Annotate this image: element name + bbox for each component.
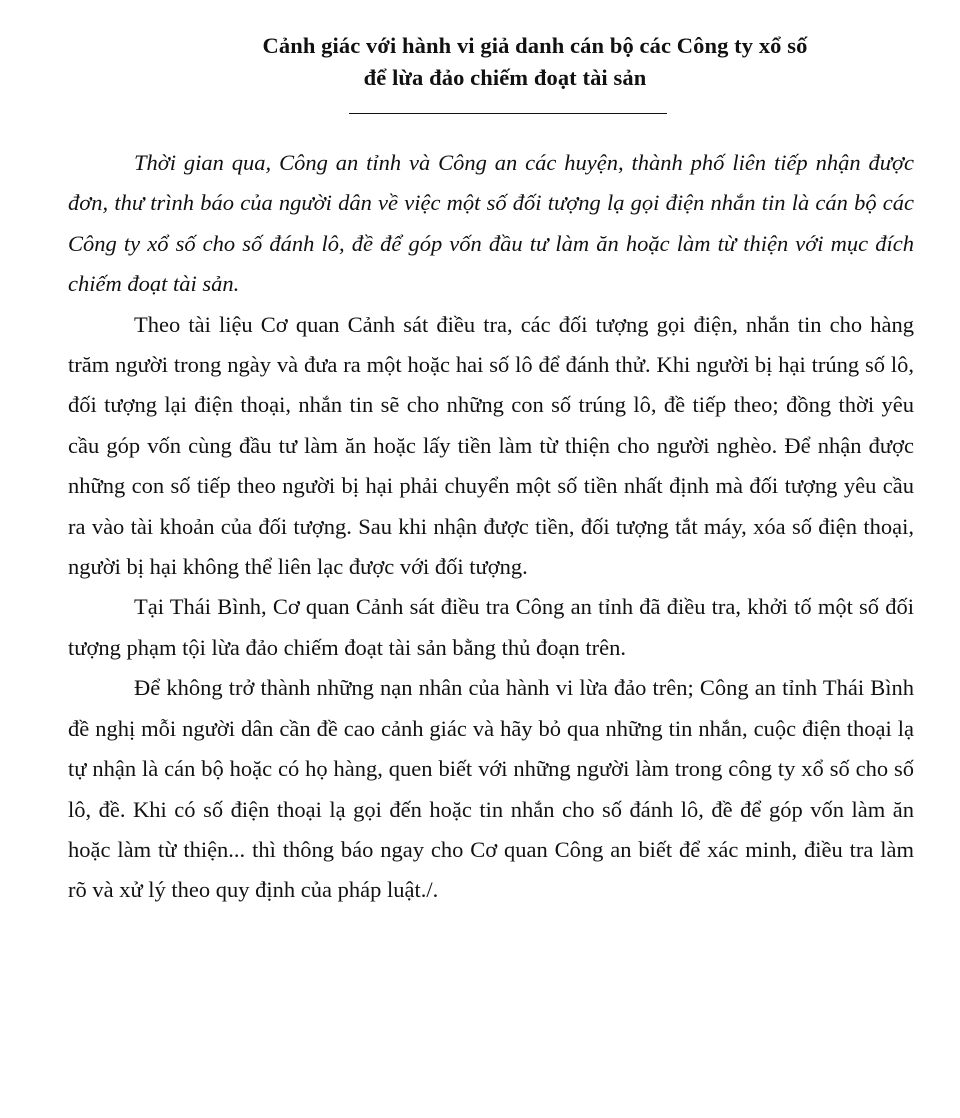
document-title: [0, 30, 960, 94]
paragraph-method: Theo tài liệu Cơ quan Cảnh sát điều tra, các đối tượng gọi điện, nhắn tin cho hàng trăm người trong ngày và đưa ra một hoặc hai số lô để đánh thử. Khi người bị hại trúng số lô, đối tượng lại điện thoại, nhắn tin sẽ cho những con số trúng lô, đề tiếp theo; đồng thời yêu cầu góp vốn cùng đầu tư làm ăn hoặc lấy tiền làm từ thiện cho người nghèo. Để nhận được những con số tiếp theo người bị hại phải chuyển một số tiền nhất định mà đối tượng yêu cầu ra vào tài khoản của đối tượng. Sau khi nhận được tiền, đối tượng tắt máy, xóa số điện thoại, người bị hại không thể liên lạc được với đối tượng.: [68, 311, 914, 580]
title-underline: [0, 101, 960, 119]
title-line-2: để lừa đảo chiếm đoạt tài sản: [363, 65, 647, 90]
title-line-1: Cảnh giác với hành vi giả danh cán bộ các Công ty xổ số: [262, 33, 808, 58]
intro-paragraph: Thời gian qua, Công an tỉnh và Công an các huyện, thành phố liên tiếp nhận được đơn, thư trình báo của người dân về việc một số đối tượng lạ gọi điện nhắn tin là cán bộ các Công ty xổ số cho số đánh lô, đề để góp vốn đầu tư làm ăn hoặc làm từ thiện với mục đích chiếm đoạt tài sản.: [68, 150, 914, 297]
paragraph-thai-binh: Tại Thái Bình, Cơ quan Cảnh sát điều tra Công an tỉnh đã điều tra, khởi tố một số đối tượng phạm tội lừa đảo chiếm đoạt tài sản bằng thủ đoạn trên.: [68, 594, 914, 660]
paragraph-recommendation: Để không trở thành những nạn nhân của hành vi lừa đảo trên; Công an tỉnh Thái Bình đề nghị mỗi người dân cần đề cao cảnh giác và hãy bỏ qua những tin nhắn, cuộc điện thoại lạ tự nhận là cán bộ hoặc có họ hàng, quen biết với những người làm trong công ty xổ số cho số lô, đề. Khi có số điện thoại lạ gọi đến hoặc tin nhắn cho số đánh lô, đề để góp vốn làm ăn hoặc làm từ thiện... thì thông báo ngay cho Cơ quan Công an biết để xác minh, điều tra làm rõ và xử lý theo quy định của pháp luật./.: [68, 675, 914, 903]
title-underline-rule: [349, 113, 667, 114]
document-body: [68, 143, 914, 911]
